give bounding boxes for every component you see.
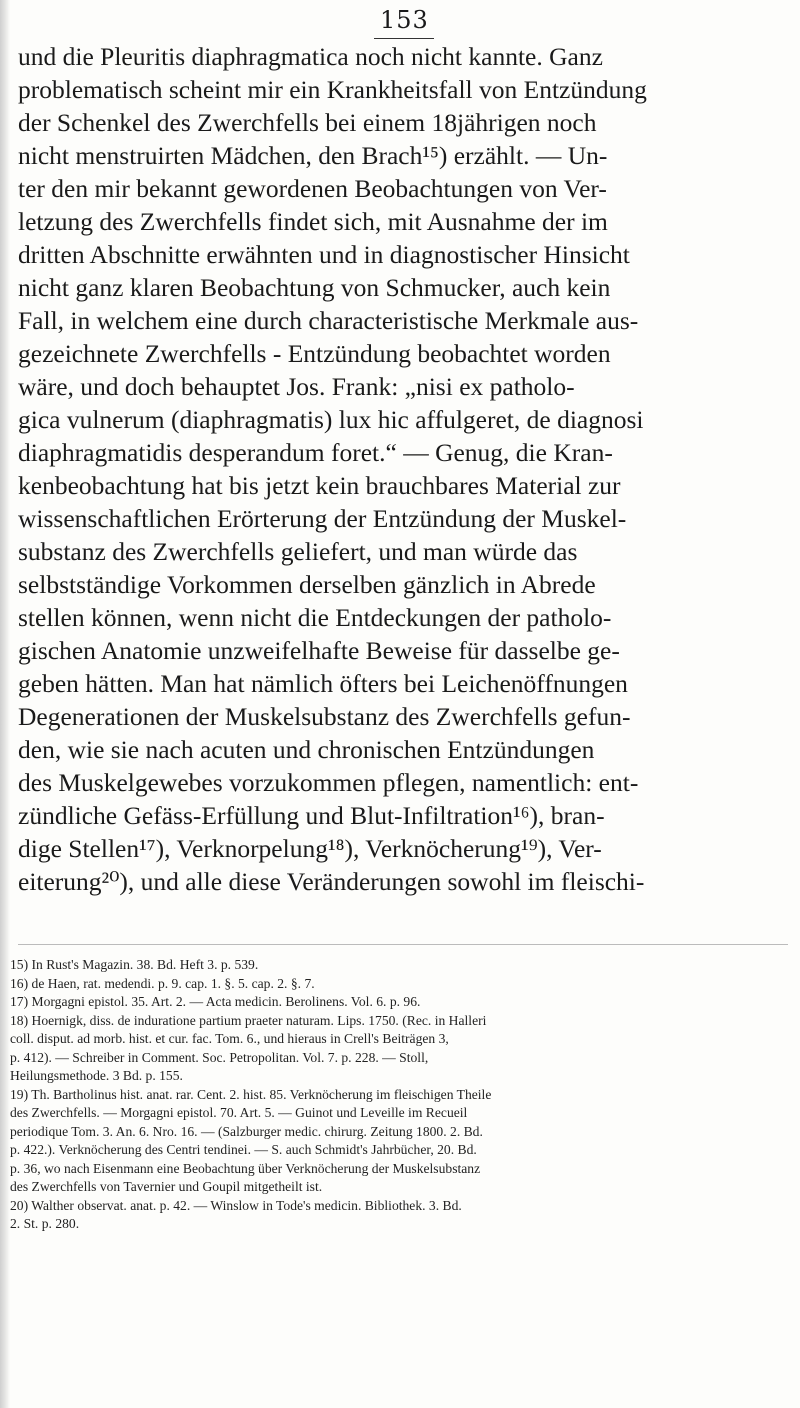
footnote-line: des Zwerchfells von Tavernier und Goupil mitgetheilt ist.	[10, 1179, 323, 1194]
body-line: eiterung²⁰), und alle diese Veränderungen sowohl im fleischi-	[18, 867, 645, 896]
body-line: dige Stellen¹⁷), Verknorpelung¹⁸), Verknöcherung¹⁹), Ver-	[18, 834, 602, 863]
body-line: zündliche Gefäss-Erfüllung und Blut-Infiltration¹⁶), bran-	[18, 801, 605, 830]
body-line: der Schenkel des Zwerchfells bei einem 18jährigen noch	[18, 108, 597, 137]
footnote-line: 20) Walther observat. anat. p. 42. — Winslow in Tode's medicin. Bibliothek. 3. Bd.	[10, 1197, 462, 1213]
footnote-line: p. 422.). Verknöcherung des Centri tendinei. — S. auch Schmidt's Jahrbücher, 20. Bd.	[10, 1142, 477, 1157]
body-line: geben hätten. Man hat nämlich öfters bei Leichenöffnungen	[18, 669, 628, 698]
body-line: problematisch scheint mir ein Krankheitsfall von Entzündung	[18, 75, 647, 104]
page-number-rule	[374, 38, 434, 39]
footnote-line: 15) In Rust's Magazin. 38. Bd. Heft 3. p. 539.	[10, 957, 259, 972]
body-line: nicht ganz klaren Beobachtung von Schmucker, auch kein	[18, 273, 611, 302]
page-binding-edge	[0, 0, 10, 1408]
body-line: ter den mir bekannt gewordenen Beobachtungen von Ver-	[18, 174, 607, 203]
body-line: wissenschaftlichen Erörterung der Entzündung der Muskel-	[18, 504, 627, 533]
body-line: nicht menstruirten Mädchen, den Brach¹⁵) erzählt. — Un-	[18, 141, 608, 170]
body-line: gezeichnete Zwerchfells - Entzündung beobachtet worden	[18, 339, 611, 368]
body-line: gica vulnerum (diaphragmatis) lux hic affulgeret, de diagnosi	[18, 405, 644, 434]
body-line: Degenerationen der Muskelsubstanz des Zwerchfells gefun-	[18, 702, 631, 731]
footnote-line: des Zwerchfells. — Morgagni epistol. 70. Art. 5. — Guinot und Leveille im Recueil	[10, 1105, 468, 1120]
body-line: substanz des Zwerchfells geliefert, und man würde das	[18, 537, 578, 566]
body-line: des Muskelgewebes vorzukommen pflegen, namentlich: ent-	[18, 768, 639, 797]
footnote-line: 18) Hoernigk, diss. de induratione partium praeter naturam. Lips. 1750. (Rec. in Halleri	[10, 1012, 487, 1028]
footnote-line: 16) de Haen, rat. medendi. p. 9. cap. 1. §. 5. cap. 2. §. 7.	[10, 975, 315, 991]
body-line: letzung des Zwerchfells findet sich, mit Ausnahme der im	[18, 207, 608, 236]
footnote-line: 19) Th. Bartholinus hist. anat. rar. Cent. 2. hist. 85. Verknöcherung im fleischigen Theile	[10, 1086, 492, 1102]
body-line: Fall, in welchem eine durch characteristische Merkmale aus-	[18, 306, 639, 335]
footnote-line: 2. St. p. 280.	[10, 1216, 80, 1231]
footnote-line: Heilungsmethode. 3 Bd. p. 155.	[10, 1068, 183, 1083]
page-number: 153	[380, 6, 429, 34]
body-line: selbstständige Vorkommen derselben gänzlich in Abrede	[18, 570, 596, 599]
footnote-line: p. 36, wo nach Eisenmann eine Beobachtung über Verknöcherung der Muskelsubstanz	[10, 1160, 481, 1176]
body-line: wäre, und doch behauptet Jos. Frank: „nisi ex patholo-	[18, 372, 575, 401]
body-line: gischen Anatomie unzweifelhafte Beweise für dasselbe ge-	[18, 636, 620, 665]
footnote-line: coll. disput. ad morb. hist. et cur. fac. Tom. 6., und hieraus in Crell's Beiträgen 3,	[10, 1031, 449, 1046]
footnote-line: 17) Morgagni epistol. 35. Art. 2. — Acta medicin. Berolinens. Vol. 6. p. 96.	[10, 994, 421, 1009]
body-line: kenbeobachtung hat bis jetzt kein brauchbares Material zur	[18, 471, 621, 500]
body-text	[18, 40, 788, 898]
body-line: dritten Abschnitte erwähnten und in diagnostischer Hinsicht	[18, 240, 630, 269]
body-line: diaphragmatidis desperandum foret.“ — Genug, die Kran-	[18, 438, 613, 467]
footnote-divider	[18, 944, 788, 945]
footnotes	[10, 956, 795, 1234]
footnote-line: p. 412). — Schreiber in Comment. Soc. Petropolitan. Vol. 7. p. 228. — Stoll,	[10, 1049, 429, 1065]
body-line: den, wie sie nach acuten und chronischen Entzündungen	[18, 735, 595, 764]
body-line: und die Pleuritis diaphragmatica noch nicht kannte. Ganz	[18, 42, 603, 71]
body-line: stellen können, wenn nicht die Entdeckungen der patholo-	[18, 603, 612, 632]
footnote-line: periodique Tom. 3. An. 6. Nro. 16. — (Salzburger medic. chirurg. Zeitung 1800. 2. Bd.	[10, 1123, 483, 1139]
